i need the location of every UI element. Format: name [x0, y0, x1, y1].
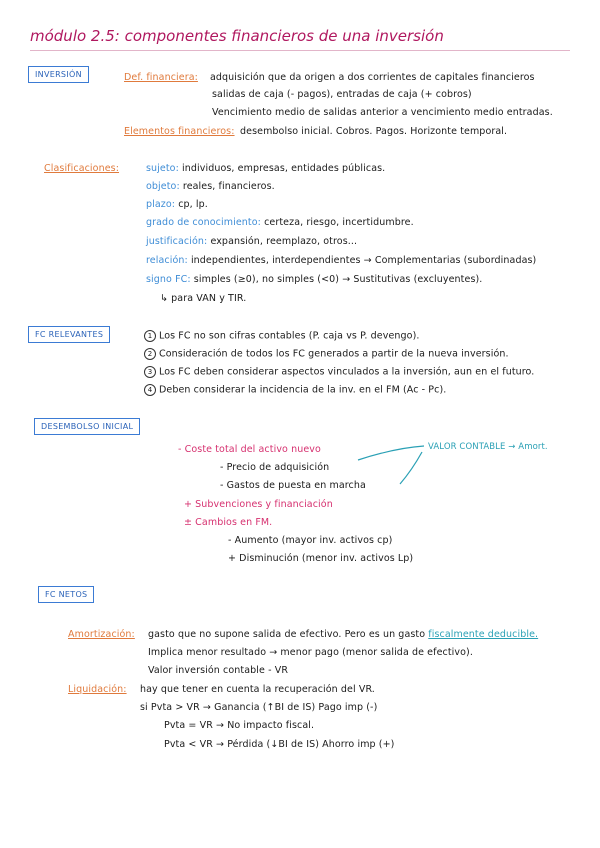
- amort-highlight: fiscalmente deducible.: [428, 629, 539, 640]
- number-badge: 4: [144, 384, 156, 396]
- number-badge: 2: [144, 348, 156, 360]
- desembolso-line-cambios: ± Cambios en FM.: [184, 517, 273, 528]
- clasif-key: grado de conocimiento:: [146, 217, 261, 228]
- clasif-value: certeza, riesgo, incertidumbre.: [264, 217, 414, 228]
- clasif-key: justificación:: [146, 236, 208, 247]
- liq-line-3: Pvta = VR → No impacto fiscal.: [164, 720, 315, 731]
- desembolso-line-aumento: - Aumento (mayor inv. activos cp): [228, 535, 393, 546]
- clasif-value: simples (≥0), no simples (<0) → Sustitutivas (excluyentes).: [193, 274, 483, 285]
- connector-line-precio: [358, 446, 424, 460]
- desembolso-line-disminucion: + Disminución (menor inv. activos Lp): [228, 553, 414, 564]
- clasif-key: sujeto:: [146, 163, 179, 174]
- def-line-2: salidas de caja (- pagos), entradas de caja (+ cobros): [212, 89, 472, 100]
- amortizacion-label: Amortización:: [68, 629, 135, 640]
- desembolso-line-coste: - Coste total del activo nuevo: [178, 444, 321, 455]
- fc-rel-text: Los FC no son cifras contables (P. caja vs P. devengo).: [159, 330, 420, 342]
- clasif-key: plazo:: [146, 199, 176, 210]
- clasif-key: signo FC:: [146, 274, 191, 285]
- page-title: módulo 2.5: componentes financieros de una inversión: [30, 27, 444, 45]
- connector-line-gastos: [400, 452, 422, 484]
- amort-line-1: [148, 629, 538, 640]
- section-box-fc-relevantes: FC RELEVANTES: [28, 326, 110, 343]
- liq-line-1: hay que tener en cuenta la recuperación del VR.: [140, 684, 375, 695]
- elementos-text: desembolso inicial. Cobros. Pagos. Horizonte temporal.: [240, 126, 508, 137]
- clasif-value: independientes, interdependientes → Complementarias (subordinadas): [190, 255, 537, 266]
- fc-rel-text: Consideración de todos los FC generados a partir de la nueva inversión.: [159, 348, 509, 360]
- liq-line-4: Pvta < VR → Pérdida (↓BI de IS) Ahorro imp (+): [164, 739, 395, 750]
- clasificaciones-label: Clasificaciones:: [44, 163, 120, 174]
- clasif-key: objeto:: [146, 181, 180, 192]
- liquidacion-label: Liquidación:: [68, 684, 127, 695]
- clasif-note: ↳ para VAN y TIR.: [160, 293, 247, 304]
- elementos-label: Elementos financieros:: [124, 126, 235, 137]
- section-box-inversion: INVERSIÓN: [28, 66, 89, 83]
- liq-line-2: si Pvta > VR → Ganancia (↑BI de IS) Pago imp (-): [140, 702, 378, 713]
- number-badge: 3: [144, 366, 156, 378]
- clasif-value: expansión, reemplazo, otros...: [210, 236, 358, 247]
- desembolso-line-gastos: - Gastos de puesta en marcha: [220, 480, 366, 491]
- clasif-value: individuos, empresas, entidades públicas.: [182, 163, 386, 174]
- amort-line-2: Implica menor resultado → menor pago (menor salida de efectivo).: [148, 647, 473, 658]
- clasif-value: reales, financieros.: [182, 181, 275, 192]
- valor-contable-note: VALOR CONTABLE → Amort.: [428, 442, 548, 452]
- fc-rel-text: Los FC deben considerar aspectos vinculados a la inversión, aun en el futuro.: [159, 366, 535, 378]
- amort-text: gasto que no supone salida de efectivo. Pero es un gasto: [148, 629, 426, 640]
- clasif-key: relación:: [146, 255, 188, 266]
- number-badge: 1: [144, 330, 156, 342]
- section-box-desembolso: DESEMBOLSO INICIAL: [34, 418, 140, 435]
- section-box-fc-netos: FC NETOS: [38, 586, 94, 603]
- def-financiera-label: Def. financiera:: [124, 72, 198, 83]
- def-line-3: Vencimiento medio de salidas anterior a vencimiento medio entradas.: [212, 107, 553, 118]
- desembolso-line-subvenciones: + Subvenciones y financiación: [184, 499, 333, 510]
- desembolso-line-precio: - Precio de adquisición: [220, 462, 330, 473]
- clasif-value: cp, lp.: [178, 199, 208, 210]
- amort-line-3: Valor inversión contable - VR: [148, 665, 289, 676]
- fc-rel-text: Deben considerar la incidencia de la inv. en el FM (Ac - Pc).: [159, 384, 447, 396]
- def-line-1: adquisición que da origen a dos corrientes de capitales financieros: [210, 72, 535, 83]
